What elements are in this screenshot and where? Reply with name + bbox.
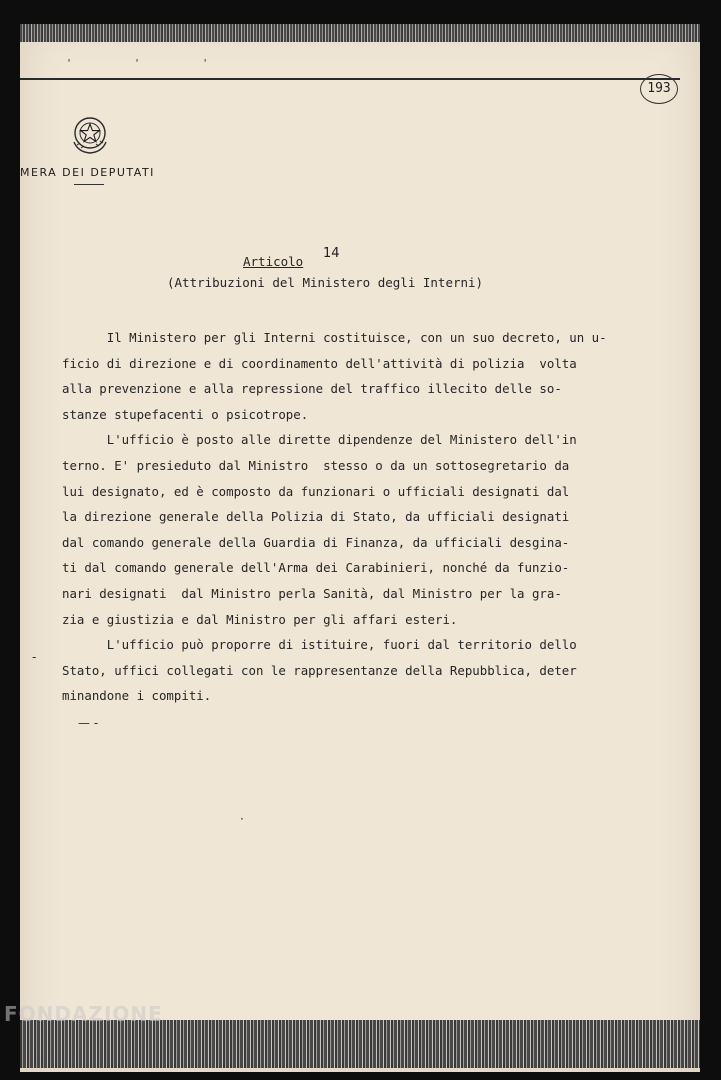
- watermark: FONDAZIONE: [4, 1002, 163, 1026]
- page-number: 193: [640, 74, 678, 104]
- body-line: dal comando generale della Guardia di Finanza, da ufficiali desgina-: [62, 534, 570, 550]
- margin-mark: — -: [78, 716, 99, 730]
- article-body: [62, 325, 702, 709]
- scan-bottom-band: [20, 1020, 700, 1068]
- body-line: ficio di direzione e di coordinamento dell'attività di polizia volta: [62, 355, 577, 371]
- margin-mark: -: [32, 650, 37, 664]
- body-line: Il Ministero per gli Interni costituisce, con un suo decreto, un u-: [62, 330, 607, 345]
- italian-republic-emblem-icon: [68, 112, 112, 156]
- scan-top-band: [20, 24, 700, 42]
- body-line: stanze stupefacenti o psicotrope.: [62, 406, 309, 422]
- body-line: zia e giustizia e dal Ministro per gli affari esteri.: [62, 611, 458, 627]
- scan-specks: ' ' ': [66, 58, 237, 69]
- body-line: minandone i compiti.: [62, 688, 212, 704]
- margin-mark: ·: [240, 812, 244, 826]
- article-title: Articolo: [243, 254, 304, 269]
- body-line: L'ufficio è posto alle dirette dipendenze del Ministero dell'in: [62, 432, 577, 448]
- header-rule: [20, 78, 680, 80]
- body-line: la direzione generale della Polizia di Stato, da ufficiali designati: [62, 509, 570, 525]
- body-line: alla prevenzione e alla repressione del traffico illecito delle so-: [62, 381, 562, 397]
- article-subtitle: (Attribuzioni del Ministero degli Interni): [167, 275, 484, 290]
- institution-name: MERA DEI DEPUTATI: [20, 166, 155, 179]
- body-line: nari designati dal Ministro perla Sanità, dal Ministro per la gra-: [62, 585, 562, 601]
- article-number: 14: [323, 246, 340, 261]
- institution-underline: [74, 184, 104, 185]
- body-line: L'ufficio può proporre di istituire, fuori dal territorio dello: [62, 637, 577, 653]
- body-line: terno. E' presieduto dal Ministro stesso o da un sottosegretario da: [62, 457, 570, 473]
- body-line: lui designato, ed è composto da funzionari o ufficiali designati dal: [62, 483, 570, 499]
- body-line: ti dal comando generale dell'Arma dei Carabinieri, nonché da funzio-: [62, 560, 570, 576]
- body-line: Stato, uffici collegati con le rappresentanze della Repubblica, deter: [62, 662, 577, 678]
